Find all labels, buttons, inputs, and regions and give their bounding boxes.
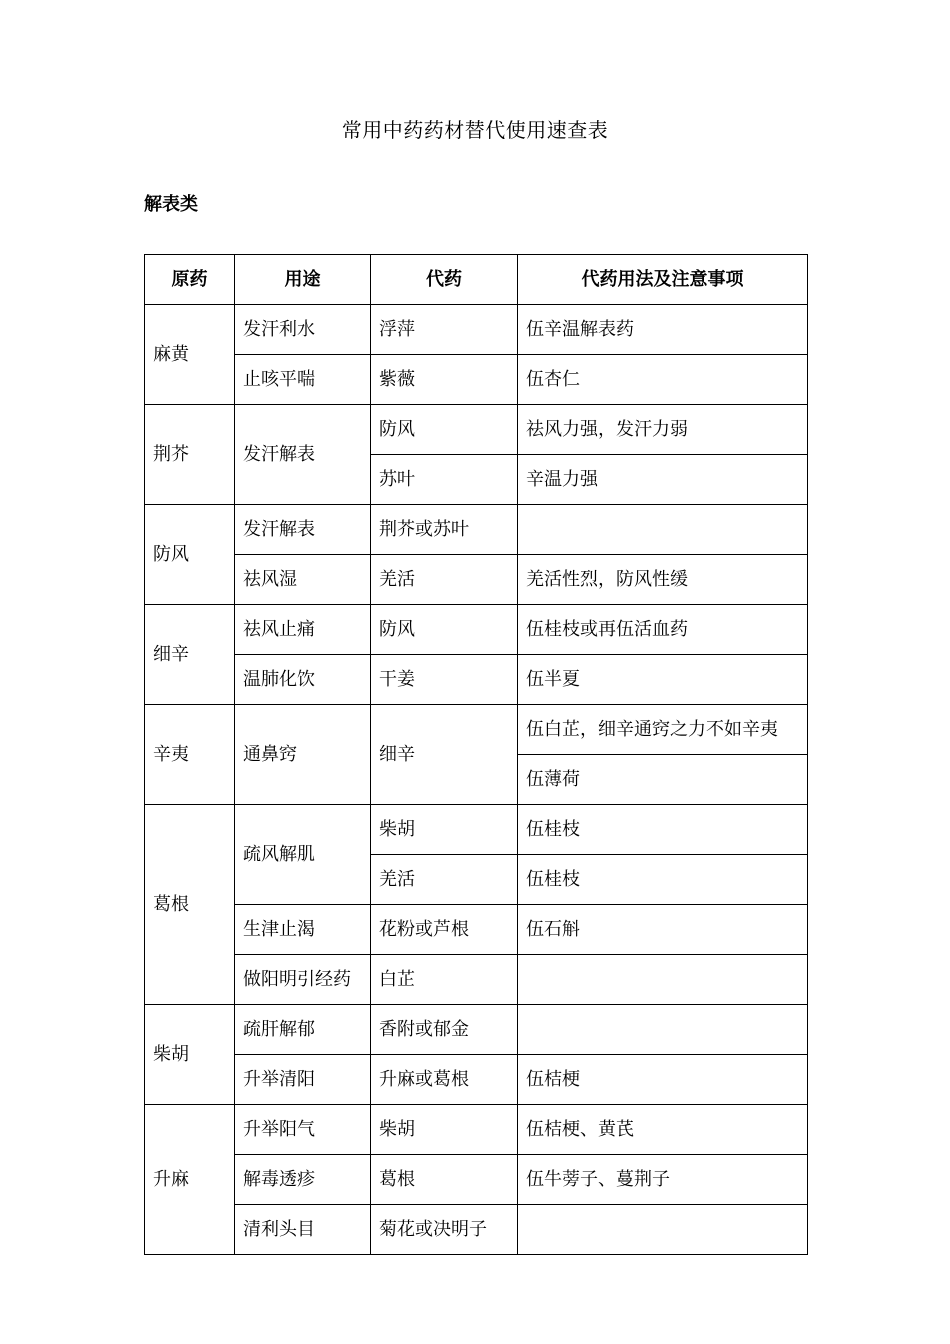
original-herb-cell: 升麻 xyxy=(145,1105,235,1255)
usage-cell: 升举清阳 xyxy=(235,1055,371,1105)
notes-cell: 伍白芷，细辛通窍之力不如辛夷 xyxy=(518,705,808,755)
notes-cell: 伍半夏 xyxy=(518,655,808,705)
original-herb-cell: 荆芥 xyxy=(145,405,235,505)
substitute-cell: 防风 xyxy=(371,605,518,655)
table-row xyxy=(145,1105,808,1155)
notes-cell xyxy=(518,505,808,555)
substitute-cell: 花粉或芦根 xyxy=(371,905,518,955)
substitute-cell: 白芷 xyxy=(371,955,518,1005)
original-herb-cell: 葛根 xyxy=(145,805,235,1005)
substitute-cell: 苏叶 xyxy=(371,455,518,505)
notes-cell: 伍桔梗 xyxy=(518,1055,808,1105)
table-row xyxy=(145,1005,808,1055)
notes-cell: 伍辛温解表药 xyxy=(518,305,808,355)
header-usage: 用途 xyxy=(235,255,371,305)
usage-cell: 温肺化饮 xyxy=(235,655,371,705)
notes-cell: 伍薄荷 xyxy=(518,755,808,805)
notes-cell xyxy=(518,1205,808,1255)
substitute-cell: 葛根 xyxy=(371,1155,518,1205)
notes-cell: 辛温力强 xyxy=(518,455,808,505)
table-row xyxy=(145,505,808,555)
table-row xyxy=(145,655,808,705)
usage-cell: 疏风解肌 xyxy=(235,805,371,905)
substitute-cell: 干姜 xyxy=(371,655,518,705)
usage-cell: 发汗解表 xyxy=(235,505,371,555)
table-header-row xyxy=(145,255,808,305)
table-row xyxy=(145,955,808,1005)
substitute-cell: 荆芥或苏叶 xyxy=(371,505,518,555)
substitute-cell: 羌活 xyxy=(371,555,518,605)
table-row xyxy=(145,355,808,405)
notes-cell: 伍石斛 xyxy=(518,905,808,955)
table-row xyxy=(145,1055,808,1105)
table-row xyxy=(145,1205,808,1255)
table-row xyxy=(145,805,808,855)
substitution-table xyxy=(144,254,808,1255)
original-herb-cell: 细辛 xyxy=(145,605,235,705)
usage-cell: 解毒透疹 xyxy=(235,1155,371,1205)
usage-cell: 清利头目 xyxy=(235,1205,371,1255)
notes-cell: 伍牛蒡子、蔓荆子 xyxy=(518,1155,808,1205)
usage-cell: 发汗解表 xyxy=(235,405,371,505)
usage-cell: 祛风湿 xyxy=(235,555,371,605)
notes-cell: 羌活性烈，防风性缓 xyxy=(518,555,808,605)
header-original-herb: 原药 xyxy=(145,255,235,305)
usage-cell: 生津止渴 xyxy=(235,905,371,955)
header-substitute: 代药 xyxy=(371,255,518,305)
substitute-cell: 香附或郁金 xyxy=(371,1005,518,1055)
notes-cell: 伍桂枝 xyxy=(518,805,808,855)
notes-cell: 伍桂枝或再伍活血药 xyxy=(518,605,808,655)
table-body xyxy=(145,305,808,1255)
usage-cell: 通鼻窍 xyxy=(235,705,371,805)
substitute-cell: 羌活 xyxy=(371,855,518,905)
table-row xyxy=(145,905,808,955)
original-herb-cell: 麻黄 xyxy=(145,305,235,405)
usage-cell: 祛风止痛 xyxy=(235,605,371,655)
header-notes: 代药用法及注意事项 xyxy=(518,255,808,305)
usage-cell: 升举阳气 xyxy=(235,1105,371,1155)
notes-cell xyxy=(518,955,808,1005)
notes-cell: 祛风力强，发汗力弱 xyxy=(518,405,808,455)
usage-cell: 发汗利水 xyxy=(235,305,371,355)
substitute-cell: 紫薇 xyxy=(371,355,518,405)
table-row xyxy=(145,605,808,655)
substitute-cell: 浮萍 xyxy=(371,305,518,355)
section-heading: 解表类 xyxy=(144,194,198,215)
substitute-cell: 细辛 xyxy=(371,705,518,805)
original-herb-cell: 防风 xyxy=(145,505,235,605)
original-herb-cell: 柴胡 xyxy=(145,1005,235,1105)
original-herb-cell: 辛夷 xyxy=(145,705,235,805)
table-row xyxy=(145,555,808,605)
substitute-cell: 柴胡 xyxy=(371,1105,518,1155)
table-row xyxy=(145,405,808,455)
notes-cell: 伍杏仁 xyxy=(518,355,808,405)
substitute-cell: 菊花或决明子 xyxy=(371,1205,518,1255)
table-row xyxy=(145,705,808,755)
table-row xyxy=(145,1155,808,1205)
notes-cell: 伍桔梗、黄芪 xyxy=(518,1105,808,1155)
substitute-cell: 升麻或葛根 xyxy=(371,1055,518,1105)
document-title: 常用中药药材替代使用速查表 xyxy=(341,118,609,142)
usage-cell: 止咳平喘 xyxy=(235,355,371,405)
usage-cell: 做阳明引经药 xyxy=(235,955,371,1005)
substitute-cell: 柴胡 xyxy=(371,805,518,855)
notes-cell xyxy=(518,1005,808,1055)
substitute-cell: 防风 xyxy=(371,405,518,455)
notes-cell: 伍桂枝 xyxy=(518,855,808,905)
table-row xyxy=(145,305,808,355)
usage-cell: 疏肝解郁 xyxy=(235,1005,371,1055)
